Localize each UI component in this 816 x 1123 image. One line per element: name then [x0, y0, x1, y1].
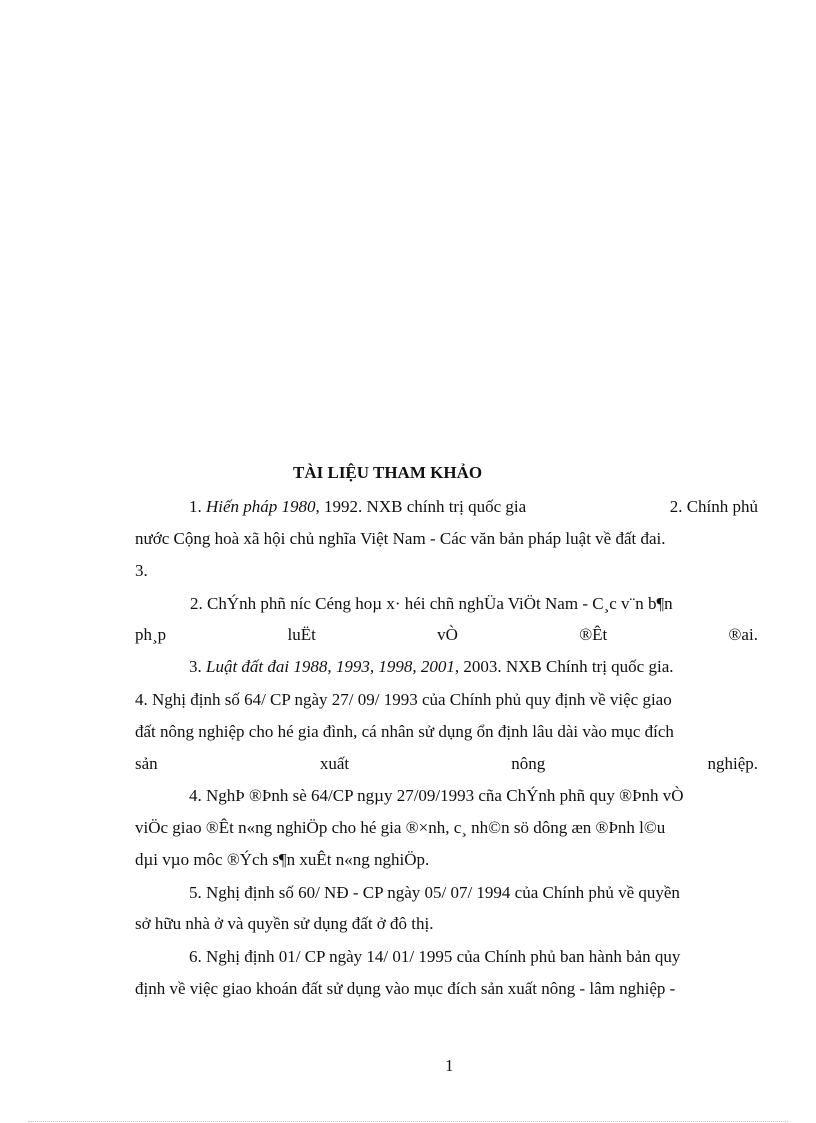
reference-line: [189, 657, 758, 677]
reference-detail: 2. Chính phủ: [669, 497, 758, 516]
reference-line: 4. Nghị định số 64/ CP ngày 27/ 09/ 1993 của Chính phủ quy định về việc giao: [135, 690, 672, 709]
word: vÒ: [437, 625, 458, 644]
reference-line: định về việc giao khoán đất sử dụng vào mục đích sản xuất nông - lâm nghiệp -: [135, 979, 676, 998]
reference-detail: , 2003. NXB Chính trị quốc gia.: [454, 657, 674, 676]
reference-line: dµi vµo môc ®Ých s¶n xuÊt n«ng nghiÖp.: [135, 850, 430, 869]
reference-line: 5. Nghị định số 60/ NĐ - CP ngày 05/ 07/ 1994 của Chính phủ về quyền: [189, 883, 680, 902]
reference-line: đất nông nghiệp cho hé gia đình, cá nhân sử dụng ổn định lâu dài vào mục đích: [135, 722, 674, 741]
reference-title: Luật đất đai 1988, 1993, 1998, 2001: [206, 657, 455, 676]
word: ®Êt: [579, 625, 608, 644]
reference-line: [135, 754, 758, 774]
reference-line: 6. Nghị định 01/ CP ngày 14/ 01/ 1995 của Chính phủ ban hành bản quy: [189, 947, 681, 966]
word: nghiệp.: [707, 754, 758, 773]
references-heading: TÀI LIỆU THAM KHẢO: [293, 463, 483, 482]
reference-line: [189, 497, 758, 517]
reference-line: 3.: [135, 561, 148, 580]
page-bottom-divider: [28, 1121, 788, 1122]
reference-line: viÖc giao ®Êt n«ng nghiÖp cho hé gia ®×nh, c¸ nh©n sö dông æn ®Þnh l©u: [135, 818, 666, 837]
reference-title: Hiến pháp 1980: [206, 497, 316, 516]
word: xuất: [319, 754, 350, 773]
reference-line: sở hữu nhà ở và quyền sử dụng đất ở đô thị.: [135, 914, 434, 933]
reference-text: [189, 497, 526, 517]
item-number: 3.: [189, 657, 206, 676]
reference-line: [135, 625, 758, 645]
reference-line: nước Cộng hoà xã hội chủ nghĩa Việt Nam - Các văn bản pháp luật về đất đai.: [135, 529, 666, 548]
word: nông: [511, 754, 546, 773]
reference-line: 2. ChÝnh phñ níc Céng hoµ x· héi chñ nghÜa ViÖt Nam - C¸c v¨n b¶n: [190, 594, 673, 613]
word: luËt: [287, 625, 316, 644]
word: ®ai.: [728, 625, 758, 644]
reference-detail: , 1992. NXB chính trị quốc gia: [315, 497, 527, 516]
item-number: 1.: [189, 497, 206, 516]
page-number: 1: [445, 1056, 454, 1075]
word: ph¸p: [135, 625, 167, 644]
reference-line: 4. NghÞ ®Þnh sè 64/CP ngµy 27/09/1993 cña ChÝnh phñ quy ®Þnh vÒ: [189, 786, 684, 805]
word: sản: [135, 754, 158, 773]
